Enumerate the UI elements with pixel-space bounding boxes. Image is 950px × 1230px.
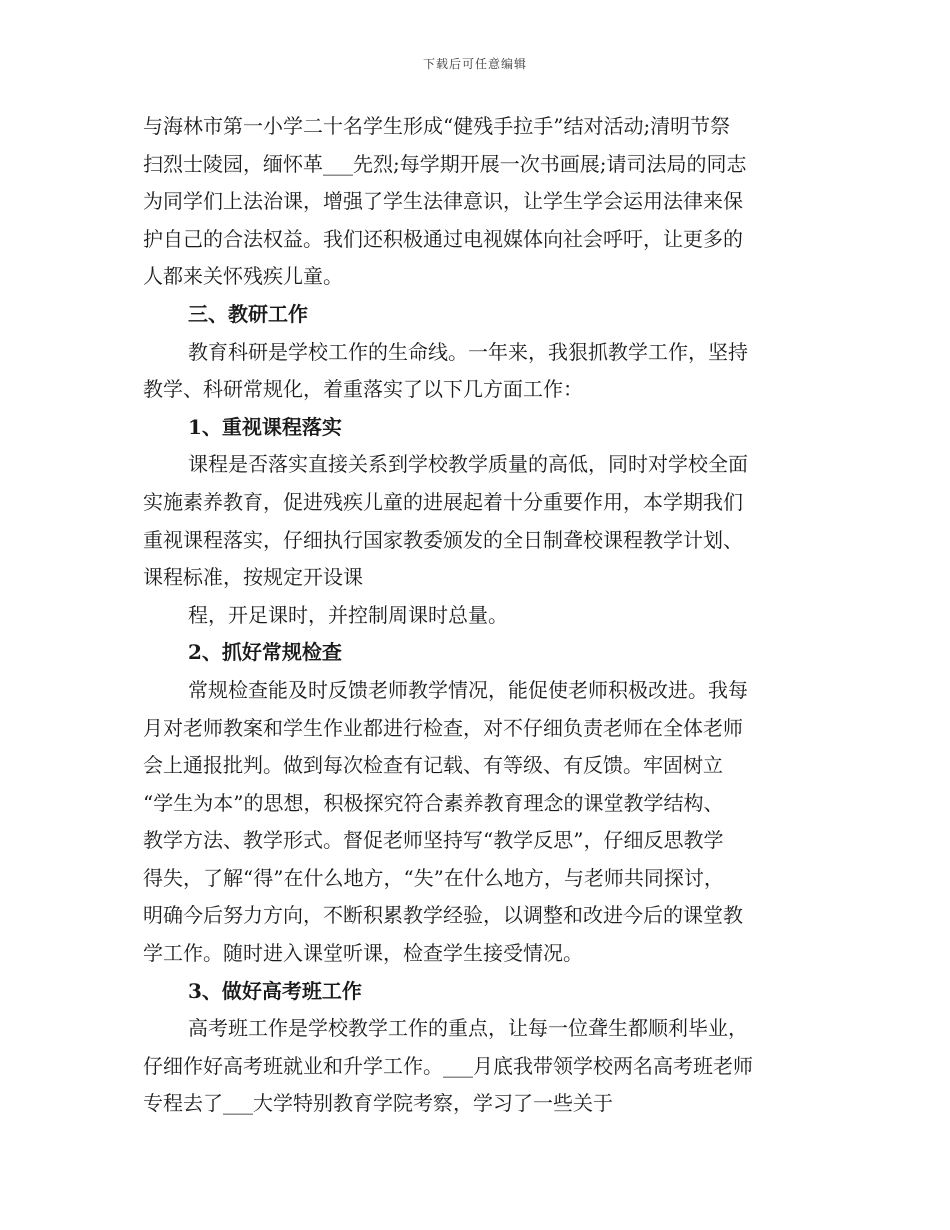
text-line: 课程是否落实直接关系到学校教学质量的高低，同时对学校全面 xyxy=(188,452,748,477)
text-line: 程，开足课时，并控制周课时总量。 xyxy=(188,602,508,627)
text-line: 护自己的合法权益。我们还积极通过电视媒体向社会呼吁，让更多的 xyxy=(143,226,743,251)
text-line: 明确今后努力方向，不断积累教学经验，以调整和改进今后的课堂教 xyxy=(143,903,743,928)
section-heading: 2、抓好常规检查 xyxy=(188,640,342,665)
text-line: 课程标准，按规定开设课 xyxy=(143,565,363,590)
text-line: 仔细作好高考班就业和升学工作。___月底我带领学校两名高考班老师 xyxy=(143,1053,753,1078)
section-heading: 1、重视课程落实 xyxy=(188,414,342,439)
text-line: 常规检查能及时反馈老师教学情况，能促使老师积极改进。我每 xyxy=(188,677,748,702)
text-line: 教学、科研常规化，着重落实了以下几方面工作： xyxy=(143,377,583,402)
text-line: 高考班工作是学校教学工作的重点，让每一位聋生都顺利毕业， xyxy=(188,1016,748,1041)
text-line: 为同学们上法治课，增强了学生法律意识，让学生学会运用法律来保 xyxy=(143,189,743,214)
text-line: 月对老师教案和学生作业都进行检查，对不仔细负责老师在全体老师 xyxy=(143,715,743,740)
section-heading: 3、做好高考班工作 xyxy=(188,978,362,1003)
text-line: 扫烈士陵园，缅怀革___先烈;每学期开展一次书画展;请司法局的同志 xyxy=(143,151,747,176)
text-line: 学工作。随时进入课堂听课，检查学生接受情况。 xyxy=(143,941,583,966)
document-body xyxy=(143,108,823,1123)
text-line: “学生为本”的思想，积极探究符合素养教育理念的课堂教学结构、 xyxy=(143,790,724,815)
text-line: 实施素养教育，促进残疾儿童的进展起着十分重要作用，本学期我们 xyxy=(143,489,743,514)
page-header: 下载后可任意编辑 xyxy=(422,57,527,71)
text-line: 会上通报批判。做到每次检查有记载、有等级、有反馈。牢固树立 xyxy=(143,753,723,778)
text-line: 教学方法、教学形式。督促老师坚持写“教学反思”，仔细反思教学 xyxy=(143,828,724,853)
section-heading: 三、教研工作 xyxy=(188,301,308,326)
text-line: 人都来关怀残疾儿童。 xyxy=(143,264,343,289)
text-line: 教育科研是学校工作的生命线。一年来，我狠抓教学工作，坚持 xyxy=(188,339,748,364)
text-line: 得失，了解“得”在什么地方，“失”在什么地方，与老师共同探讨， xyxy=(143,865,724,890)
text-line: 与海林市第一小学二十名学生形成“健残手拉手”结对活动;清明节祭 xyxy=(143,114,731,138)
text-line: 重视课程落实，仔细执行国家教委颁发的全日制聋校课程教学计划、 xyxy=(143,527,743,552)
text-line: 专程去了___大学特别教育学院考察，学习了一些关于 xyxy=(143,1091,613,1116)
